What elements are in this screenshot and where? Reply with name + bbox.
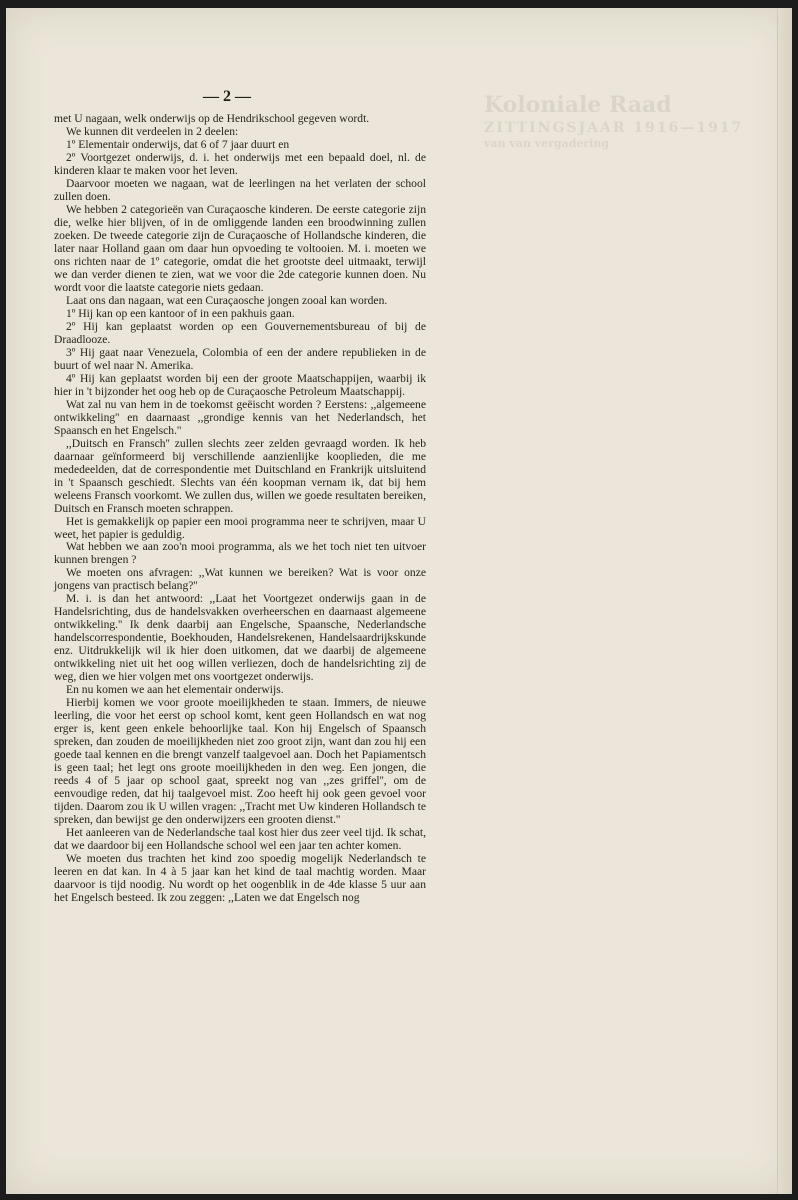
bleed-through-line: van van vergadering [484,137,610,150]
paragraph: 4º Hij kan geplaatst worden bij een der groote Maatschappijen, waarbij ik hier in 't bijzonder het oog heb op de Curaçaosche Petroleum Maatschappij. [54,371,426,398]
paragraph: En nu komen we aan het elementair onderwijs. [66,683,284,697]
paragraph: met U nagaan, welk onderwijs op de Hendrikschool gegeven wordt. [54,112,370,125]
paragraph: Het is gemakkelijk op papier een mooi programma neer te schrijven, maar U weet, het papier is geduldig. [54,514,426,541]
paragraph: 1º Elementair onderwijs, dat 6 of 7 jaar duurt en [66,137,290,151]
paragraph: 1º Hij kan op een kantoor of in een pakhuis gaan. [66,306,295,320]
paragraph: We kunnen dit verdeelen in 2 deelen: [66,124,239,138]
paragraph: M. i. is dan het antwoord: ,,Laat het Voortgezet onderwijs gaan in de Handelsrichting, dus de handelsvakken overheerschen en daarnaast algemeene ontwikkeling.'' Ik denk daarbij aan Engelsche, Spaansche, Nederlandsche handelscorrespondentie, Boekhouden, Handelsrekenen, Handelsaardrijkskunde enz. Uitdrukkelijk wil ik hier doen uitkomen, dat we daarbij de algemeene ontwikkeling niet uit het oog willen verliezen, doch de handelsrichting zij de weg, dien we hier volgen met ons voortgezet onderwijs. [54,592,426,684]
paragraph: Laat ons dan nagaan, wat een Curaçaosche jongen zooal kan worden. [66,293,388,307]
page-number: — 2 — [203,88,251,105]
body-text [54,112,426,904]
paragraph: Wat hebben we aan zoo'n mooi programma, als we het toch niet ten uitvoer kunnen brengen ? [54,540,426,567]
paragraph: Hierbij komen we voor groote moeilijkheden te staan. Immers, de nieuwe leerling, die voor het eerst op school komt, kent geen Hollandsch en wat nog erger is, kent geen enkele behoorlijke taal. Kon hij Engelsch of Spaansch spreken, dan zouden de moeilijkheden niet zoo groot zijn, want dan zou hij een goede taal kennen en die brengt vanzelf taalgevoel aan. Doch het Papiamentsch is geen taal; het legt ons groote moeilijkheden in den weg. Een jongen, die reeds 4 of 5 jaar op school gaat, spreekt nog van ,,zes griffel'', om de eenvoudige reden, dat hij taalgevoel mist. Zoo heeft hij ook geen gevoel voor tijden. Daarom zou ik U willen vragen: ,,Tracht met Uw kinderen Hollandsch te spreken, dan bewijst ge den onderwijzers een grooten dienst.'' [54,696,426,827]
paper-sheet [6,8,792,1194]
paragraph: Daarvoor moeten we nagaan, wat de leerlingen na het verlaten der school zullen doen. [54,176,426,203]
paragraph: 2º Voortgezet onderwijs, d. i. het onderwijs met een bepaald doel, nl. de kinderen klaar te maken voor het leven. [54,150,426,177]
paragraph: 2º Hij kan geplaatst worden op een Gouvernementsbureau of bij de Draadlooze. [54,319,426,346]
paragraph: We hebben 2 categorieën van Curaçaosche kinderen. De eerste categorie zijn die, welke hier blijven, of in de omliggende landen een broodwinning zullen zoeken. De tweede categorie zijn de Curaçaosche of Hollandsche kinderen, die later naar Holland gaan om daar hun opvoeding te voltooien. M. i. moeten we ons richten naar de 1º categorie, omdat die het grootste deel uitmaakt, terwijl we dan verder dienen te zien, wat we voor die 2de categorie kunnen doen. Nu wordt voor die laatste categorie niets gedaan. [54,202,426,294]
paragraph: We moeten ons afvragen: ,,Wat kunnen we bereiken? Wat is voor onze jongens van practisch belang?'' [54,566,426,593]
paragraph: Wat zal nu van hem in de toekomst geëischt worden ? Eerstens: ,,algemeene ontwikkeling'' en daarnaast ,,grondige kennis van het Nederlandsch, het Spaansch en het Engelsch.'' [54,397,426,437]
bleed-through-line: ZITTINGSJAAR 1916—1917 [484,119,744,136]
page-edge [777,8,792,1194]
bleed-through-text [484,92,784,151]
paragraph: Het aanleeren van de Nederlandsche taal kost hier dus zeer veel tijd. Ik schat, dat we daardoor bij een Hollandsche school wel een jaar ten achter komen. [54,826,426,853]
paragraph: ,,Duitsch en Fransch'' zullen slechts zeer zelden gevraagd worden. Ik heb daarnaar geïnformeerd bij verschillende aanzienlijke kooplieden, die me mededeelden, dat de correspondentie met Duitschland en Frankrijk uitsluitend in 't Spaansch geschiedt. Slechts van één koopman vernam ik, dat bij hem weleens Fransch voorkomt. We zullen dus, willen we goede resultaten bereiken, Duitsch en Fransch moeten schrappen. [54,436,426,515]
paragraph: We moeten dus trachten het kind zoo spoedig mogelijk Nederlandsch te leeren en dat kan. In 4 à 5 jaar kan het kind de taal machtig worden. Maar daarvoor is tijd noodig. Nu wordt op het oogenblik in de 4de klasse 5 uur aan het Engelsch besteed. Ik zou zeggen: ,,Laten we dat Engelsch nog [54,852,426,905]
paragraph: 3º Hij gaat naar Venezuela, Colombia of een der andere republieken in de buurt of wel naar N. Amerika. [54,345,426,372]
bleed-through-line: Koloniale Raad [484,92,672,118]
